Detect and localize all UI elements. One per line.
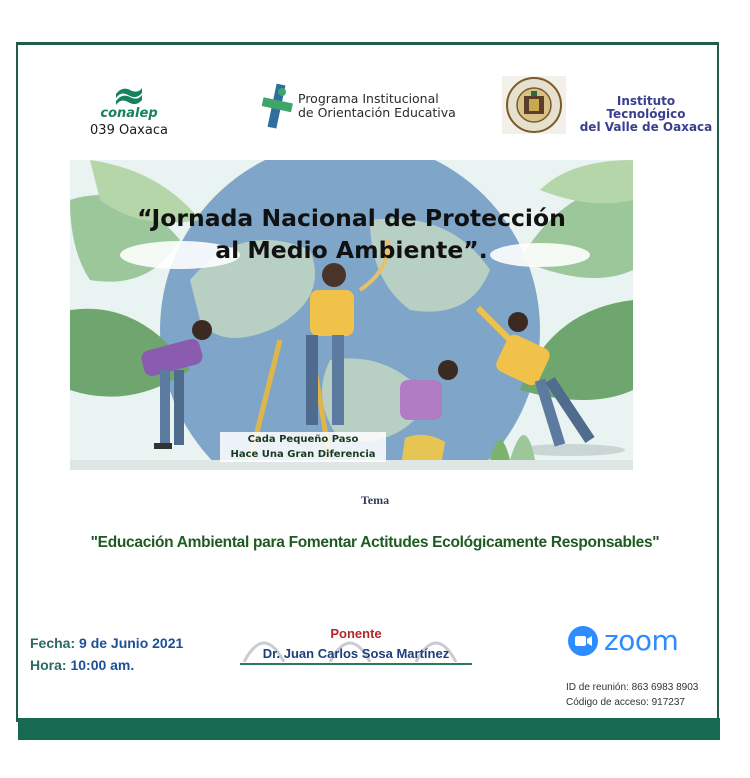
pioe-logo-block bbox=[258, 82, 456, 130]
meeting-id: ID de reunión: 863 6983 8903 bbox=[566, 682, 699, 693]
conalep-logo-block bbox=[84, 84, 174, 138]
hero-caption-line2: Hace Una Gran Diferencia bbox=[230, 449, 376, 460]
fecha-value: 9 de Junio 2021 bbox=[79, 635, 184, 651]
footer-bar bbox=[18, 718, 720, 740]
pioe-logo-icon bbox=[258, 82, 294, 130]
hora-value: 10:00 am. bbox=[70, 657, 135, 673]
pioe-line1: Programa Institucional bbox=[298, 91, 439, 106]
itvo-name bbox=[576, 95, 716, 134]
itvo-seal-icon bbox=[500, 74, 568, 136]
zoom-wordmark: zoom bbox=[604, 624, 679, 657]
conalep-logo-icon bbox=[112, 84, 146, 108]
tema-label: Tema bbox=[360, 493, 390, 507]
event-title-line2: al Medio Ambiente”. bbox=[215, 236, 488, 264]
conalep-name: conalep bbox=[100, 106, 158, 121]
fecha-label: Fecha: bbox=[30, 635, 76, 651]
fecha-row bbox=[30, 632, 183, 654]
zoom-logo bbox=[568, 624, 678, 657]
zoom-camera-icon bbox=[568, 626, 598, 656]
pioe-line2: de Orientación Educativa bbox=[298, 105, 456, 120]
itvo-line1: Instituto Tecnológico bbox=[606, 94, 686, 121]
hora-label: Hora: bbox=[30, 657, 67, 673]
ponente-name: Dr. Juan Carlos Sosa Martínez bbox=[240, 646, 472, 665]
conalep-campus: 039 Oaxaca bbox=[90, 123, 168, 138]
event-title bbox=[70, 202, 633, 266]
access-code: Código de acceso: 917237 bbox=[566, 697, 685, 708]
hero-caption-line1: Cada Pequeño Paso bbox=[247, 434, 359, 445]
meeting-info bbox=[566, 680, 698, 710]
itvo-line2: del Valle de Oaxaca bbox=[579, 120, 713, 134]
hero-banner bbox=[70, 160, 633, 470]
event-datetime bbox=[30, 632, 183, 676]
hero-caption bbox=[220, 432, 386, 462]
hora-row bbox=[30, 654, 183, 676]
ponente-label: Ponente bbox=[330, 626, 382, 641]
itvo-seal bbox=[500, 74, 568, 141]
ponente-block bbox=[240, 622, 472, 670]
tema-text: "Educación Ambiental para Fomentar Actitudes Ecológicamente Responsables" bbox=[90, 534, 660, 551]
pioe-name bbox=[298, 92, 456, 120]
event-title-line1: “Jornada Nacional de Protección bbox=[137, 204, 566, 232]
